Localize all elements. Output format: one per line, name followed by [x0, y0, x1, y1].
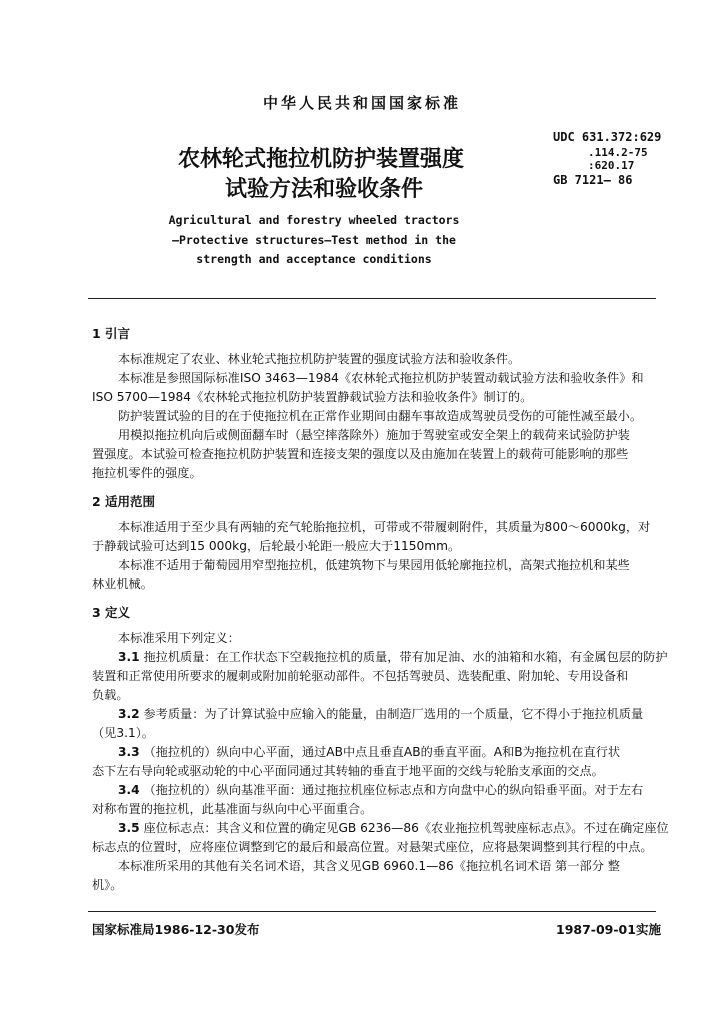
definition-3-5: [118, 819, 669, 838]
paragraph: 标志点的位置时，应将座位调整到它的最后和最高位置。对悬架式座位，应将悬架调整到其行程的中点。: [92, 840, 653, 854]
definition-3-3: [118, 743, 620, 762]
clause-text: 座位标志点：其含义和位置的确定见GB 6236—86《农业拖拉机驾驶座标志点》。不过在确定座位: [139, 821, 669, 835]
title-cn-line1: 农林轮式拖拉机防护装置强度: [178, 147, 465, 172]
clause-number: 3.3: [118, 745, 140, 759]
clause-number: 3.5: [118, 821, 140, 835]
title-en-line2: —Protective structures—Test method in the: [172, 233, 456, 247]
paragraph: （见3.1）。: [92, 726, 155, 740]
paragraph: 装置和正常使用所要求的履刺或附加前轮驱动部件。不包括驾驶员、选装配重、附加轮、专用设备和: [92, 669, 629, 683]
definition-3-4: [118, 781, 643, 800]
section-3-heading: 3 定义: [92, 605, 131, 620]
title-en-line3: strength and acceptance conditions: [196, 252, 432, 266]
clause-number: 3.2: [118, 707, 140, 721]
paragraph: 本标准适用于至少具有两轴的充气轮胎拖拉机，可带或不带履刺附件，其质量为800～6000kg，对: [118, 520, 651, 534]
definition-3-1: [118, 648, 668, 667]
title-cn-line2: 试验方法和验收条件: [225, 177, 424, 202]
paragraph: 于静载试验可达到15 000kg，后轮最小轮距一般应大于1150mm。: [92, 539, 461, 553]
paragraph: 置强度。本试验可检查拖拉机防护装置和连接支架的强度以及由施加在装置上的载荷可能影响的那些: [92, 447, 629, 461]
effective-date: 1987-09-01实施: [556, 922, 661, 937]
section-2-heading: 2 适用范围: [92, 494, 156, 509]
section-1-heading: 1 引言: [92, 326, 131, 341]
paragraph: ISO 5700—1984《农林轮式拖拉机防护装置静载试验方法和验收条件》制订的。: [92, 390, 533, 404]
paragraph: 本标准所采用的其他有关名词术语，其含义见GB 6960.1—86《拖拉机名词术语 第一部分 整: [118, 859, 620, 873]
udc-code-line3: :620.17: [588, 159, 635, 172]
clause-number: 3.1: [118, 650, 140, 664]
udc-code-line2: .114.2-75: [588, 146, 648, 159]
paragraph: 拖拉机零件的强度。: [92, 466, 202, 480]
clause-text: 参考质量：为了计算试验中应输入的能量，由制造厂选用的一个质量，它不得小于拖拉机质量: [139, 707, 644, 721]
paragraph: 防护装置试验的目的在于使拖拉机在正常作业期间由翻车事故造成驾驶员受伤的可能性减至最小。: [118, 409, 643, 423]
paragraph: 林业机械。: [92, 577, 153, 591]
clause-text: （拖拉机的）纵向中心平面，通过AB中点且垂直AB的垂直平面。A和B为拖拉机在直行状: [139, 745, 621, 759]
footer-divider: [88, 911, 656, 912]
paragraph: 本标准是参照国际标准ISO 3463—1984《农林轮式拖拉机防护装置动载试验方法和验收条件》和: [118, 371, 644, 385]
issue-date: 国家标准局1986-12-30发布: [92, 922, 260, 937]
paragraph: 机》。: [92, 878, 123, 892]
paragraph: 本标准采用下列定义：: [118, 631, 240, 645]
paragraph: 本标准规定了农业、林业轮式拖拉机防护装置的强度试验方法和验收条件。: [118, 352, 521, 366]
clause-number: 3.4: [118, 783, 140, 797]
paragraph: 用模拟拖拉机向后或侧面翻车时（悬空摔落除外）施加于驾驶室或安全架上的载荷来试验防护装: [118, 428, 630, 442]
title-en-line1: Agricultural and forestry wheeled tractors: [168, 213, 460, 227]
paragraph: 对称布置的拖拉机，此基准面与纵向中心平面重合。: [92, 802, 373, 816]
clause-text: 拖拉机质量：在工作状态下空载拖拉机的质量，带有加足油、水的油箱和水箱，有金属包层的防护: [139, 650, 668, 664]
paragraph: 态下左右导向轮或驱动轮的中心平面同通过其转轴的垂直于地平面的交线与轮胎支承面的交点。: [92, 764, 604, 778]
udc-code: UDC 631.372:629: [553, 130, 662, 144]
definition-3-2: [118, 705, 643, 724]
gb-number: GB 7121— 86: [553, 173, 633, 187]
paragraph: 负载。: [92, 688, 129, 702]
national-standard-heading: 中华人民共和国国家标准: [262, 94, 461, 112]
clause-text: （拖拉机的）纵向基准平面：通过拖拉机座位标志点和方向盘中心的纵向铅垂平面。对于左右: [139, 783, 644, 797]
paragraph: 本标准不适用于葡萄园用窄型拖拉机，低建筑物下与果园用低轮廓拖拉机，高架式拖拉机和某些: [118, 558, 630, 572]
header-divider: [88, 298, 656, 299]
